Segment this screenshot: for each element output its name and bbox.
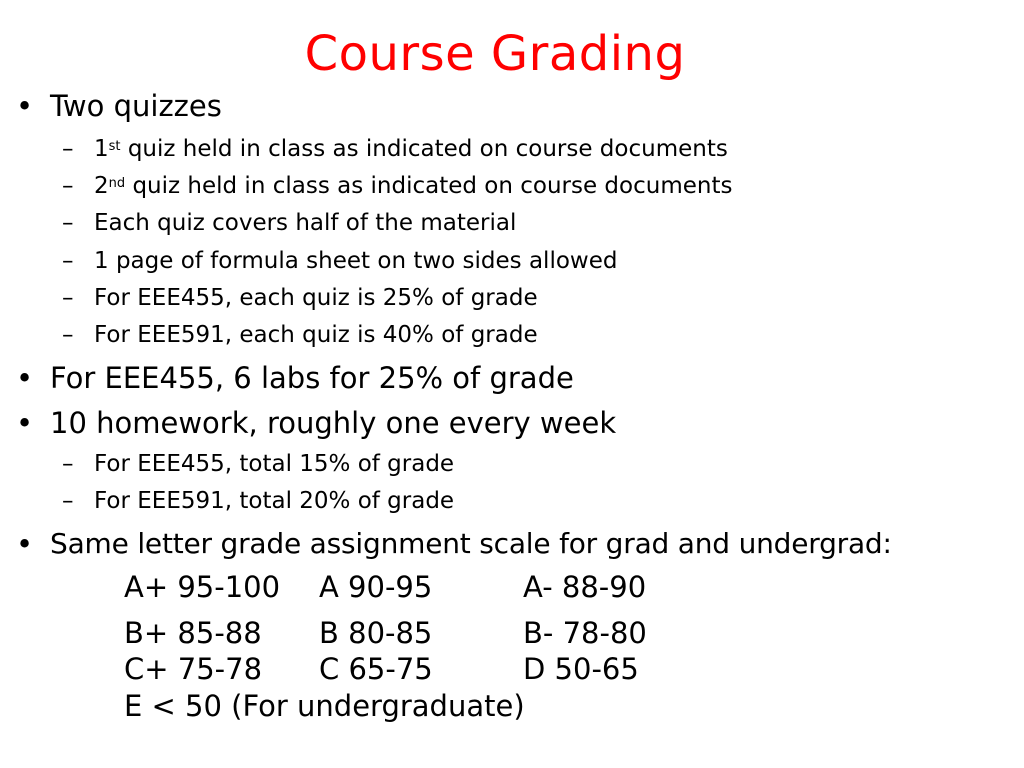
grade-a-minus: A- 88-90 <box>523 570 647 604</box>
sub-item-text <box>94 134 728 164</box>
sub-item-text: For EEE591, each quiz is 40% of grade <box>94 322 538 348</box>
grade-c: C 65-75 <box>319 652 433 686</box>
dash-icon: – <box>62 248 74 274</box>
grade-b: B 80-85 <box>319 616 433 650</box>
sub-item-text: For EEE455, each quiz is 25% of grade <box>94 285 538 311</box>
ordinal-suffix: st <box>108 139 121 154</box>
slide-title: Course Grading <box>304 26 686 82</box>
dash-icon: – <box>62 451 74 477</box>
sub-item-text <box>94 171 732 201</box>
grade-d: D 50-65 <box>523 652 639 686</box>
ordinal-suffix: nd <box>108 176 126 191</box>
bullet-text: 10 homework, roughly one every week <box>50 406 617 440</box>
sub-item-rest: quiz held in class as indicated on course documents <box>125 173 733 199</box>
grade-b-minus: B- 78-80 <box>523 616 647 650</box>
dash-icon: – <box>62 136 74 162</box>
dash-icon: – <box>62 210 74 236</box>
sub-item-text: For EEE455, total 15% of grade <box>94 451 455 477</box>
dash-icon: – <box>62 285 74 311</box>
grade-a: A 90-95 <box>319 570 433 604</box>
grade-c-plus: C+ 75-78 <box>124 652 263 686</box>
ordinal-number: 2 <box>94 173 109 199</box>
grade-b-plus: B+ 85-88 <box>124 616 262 650</box>
sub-item-text: 1 page of formula sheet on two sides allowed <box>94 248 618 274</box>
bullet-icon: • <box>16 406 34 440</box>
bullet-icon: • <box>16 89 34 123</box>
bullet-icon: • <box>16 527 34 561</box>
bullet-text: For EEE455, 6 labs for 25% of grade <box>50 361 574 395</box>
bullet-text: Same letter grade assignment scale for grad and undergrad: <box>50 527 892 560</box>
bullet-icon: • <box>16 361 34 395</box>
sub-item-text: For EEE591, total 20% of grade <box>94 488 455 514</box>
grade-a-plus: A+ 95-100 <box>124 570 281 604</box>
sub-item-rest: quiz held in class as indicated on course documents <box>120 136 728 162</box>
ordinal-number: 1 <box>94 136 109 162</box>
dash-icon: – <box>62 488 74 514</box>
dash-icon: – <box>62 322 74 348</box>
grade-e: E < 50 (For undergraduate) <box>124 689 525 723</box>
bullet-text: Two quizzes <box>50 89 222 123</box>
dash-icon: – <box>62 173 74 199</box>
sub-item-text: Each quiz covers half of the material <box>94 210 517 236</box>
